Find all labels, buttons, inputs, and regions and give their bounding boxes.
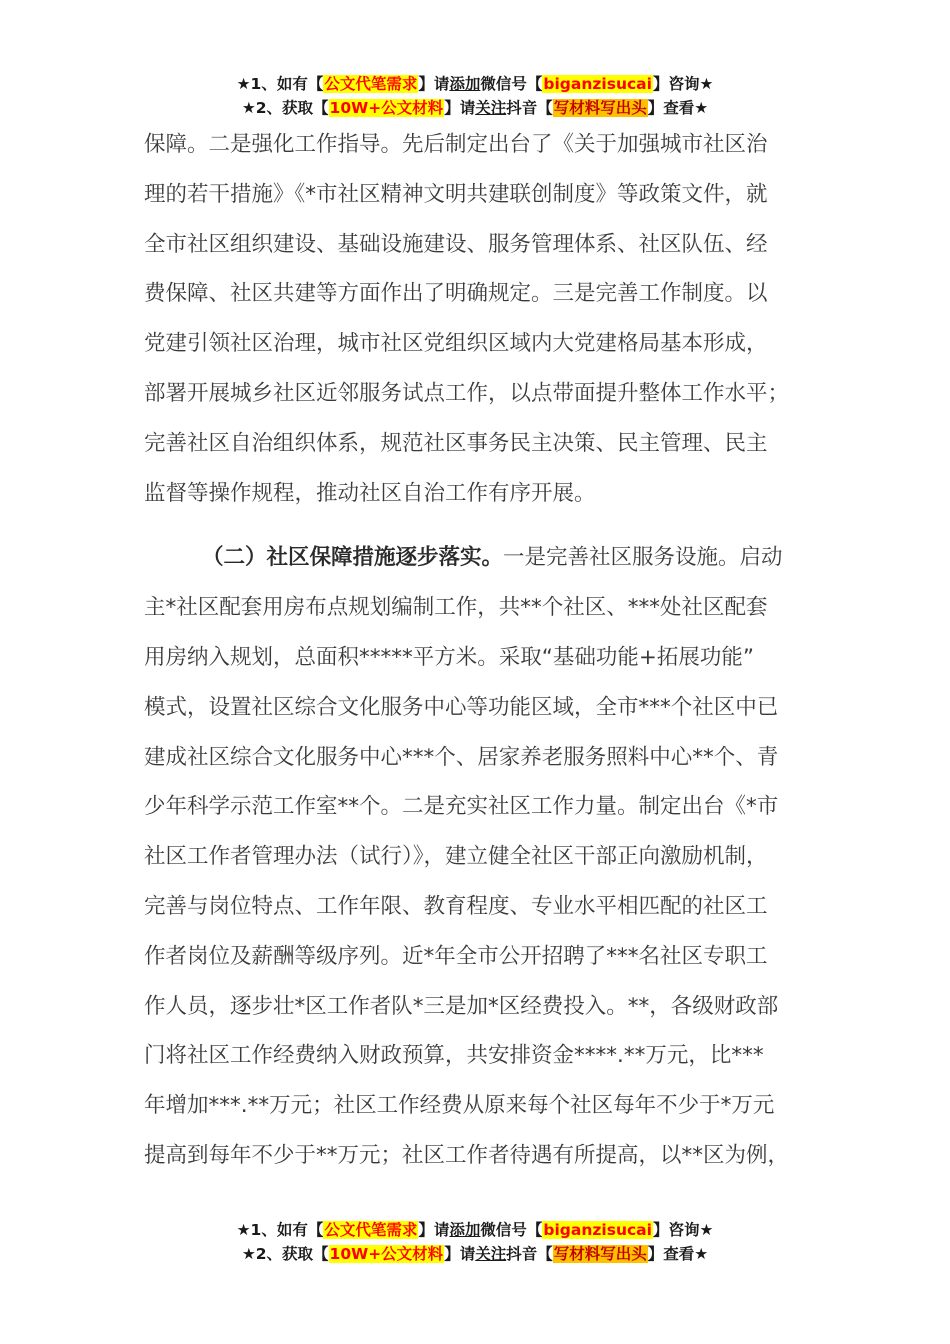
- banner-line-1: [0, 72, 950, 96]
- text-line: 作人员，逐步壮*区工作者队*三是加*区经费投入。**，各级财政部: [144, 993, 779, 1019]
- text-line: 少年科学示范工作室**个。二是充实社区工作力量。制定出台《*市: [144, 794, 779, 820]
- banner-text: 】请: [418, 75, 450, 93]
- banner-text: 】查看★: [647, 99, 709, 117]
- text-line: 监督等操作规程，推动社区自治工作有序开展。: [144, 480, 596, 506]
- text-line: 年增加***.**万元；社区工作经费从原来每个社区每年不少于*万元: [144, 1093, 775, 1119]
- banner-text: 】咨询★: [652, 1221, 714, 1239]
- banner-emphasis: 添加: [449, 1221, 481, 1239]
- banner-text: ★1、如有【: [236, 75, 324, 93]
- text-line: 用房纳入规划，总面积*****平方米。采取“基础功能+拓展功能”: [144, 644, 755, 670]
- banner-text: ★2、获取【: [241, 1245, 329, 1263]
- text-line: 作者岗位及薪酬等级序列。近*年全市公开招聘了***名社区专职工: [144, 943, 768, 969]
- text-line: 费保障、社区共建等方面作出了明确规定。三是完善工作制度。以: [144, 281, 768, 307]
- highlight-materials: 10W+公文材料: [329, 99, 444, 117]
- section-2-first-line: [144, 533, 814, 583]
- text-line: 提高到每年不少于**万元；社区工作者待遇有所提高，以**区为例，: [144, 1142, 790, 1168]
- text-span: 一是完善社区服务设施。启动: [503, 545, 783, 571]
- banner-text: ★1、如有【: [236, 1221, 324, 1239]
- banner-emphasis: 添加: [449, 75, 481, 93]
- footer-banner: [0, 1218, 950, 1266]
- banner-text: ★2、获取【: [241, 99, 329, 117]
- banner-text: 抖音【: [506, 99, 553, 117]
- text-line: 门将社区工作经费纳入财政预算，共安排资金****.**万元，比***: [144, 1043, 764, 1069]
- text-line: 保障。二是强化工作指导。先后制定出台了《关于加强城市社区治: [144, 132, 768, 157]
- banner-text: 微信号【: [480, 1221, 543, 1239]
- banner-text: 】请: [418, 1221, 450, 1239]
- highlight-ghostwriting: 公文代笔需求: [324, 1221, 418, 1239]
- banner-line-2: [0, 1242, 950, 1266]
- highlight-wechat-id: biganzisucai: [543, 1221, 652, 1239]
- banner-text: 抖音【: [506, 1245, 553, 1263]
- highlight-ghostwriting: 公文代笔需求: [324, 75, 418, 93]
- text-line: 理的若干措施》《*市社区精神文明共建联创制度》等政策文件，就: [144, 181, 768, 207]
- text-line: 模式，设置社区综合文化服务中心等功能区域，全市***个社区中已: [144, 694, 779, 720]
- text-line: 全市社区组织建设、基础设施建设、服务管理体系、社区队伍、经: [144, 231, 768, 257]
- banner-text: 】查看★: [647, 1245, 709, 1263]
- highlight-materials: 10W+公文材料: [329, 1245, 444, 1263]
- banner-emphasis: 关注: [475, 1245, 507, 1263]
- text-line: 部署开展城乡社区近邻服务试点工作，以点带面提升整体工作水平；: [144, 380, 790, 406]
- highlight-douyin: 写材料写出头: [553, 1245, 647, 1263]
- text-line: 主*社区配套用房布点规划编制工作，共**个社区、***处社区配套: [144, 595, 768, 621]
- banner-text: 微信号【: [480, 75, 543, 93]
- text-line: 社区工作者管理办法（试行）》，建立健全社区干部正向激励机制，: [144, 844, 768, 870]
- document-body: [144, 120, 814, 1181]
- text-line: 完善与岗位特点、工作年限、教育程度、专业水平相匹配的社区工: [144, 893, 768, 919]
- banner-text: 】咨询★: [652, 75, 714, 93]
- banner-text: 】请: [444, 1245, 476, 1263]
- highlight-douyin: 写材料写出头: [553, 99, 647, 117]
- text-line: 建成社区综合文化服务中心***个、居家养老服务照料中心**个、青: [144, 744, 779, 770]
- banner-line-2: [0, 96, 950, 120]
- banner-emphasis: 关注: [475, 99, 507, 117]
- banner-line-1: [0, 1218, 950, 1242]
- section-heading: （二）社区保障措施逐步落实。: [202, 545, 504, 571]
- highlight-wechat-id: biganzisucai: [543, 75, 652, 93]
- banner-text: 】请: [444, 99, 476, 117]
- text-line: 党建引领社区治理，城市社区党组织区域内大党建格局基本形成，: [144, 331, 768, 357]
- text-line: 完善社区自治组织体系，规范社区事务民主决策、民主管理、民主: [144, 430, 768, 456]
- header-banner: [0, 72, 950, 120]
